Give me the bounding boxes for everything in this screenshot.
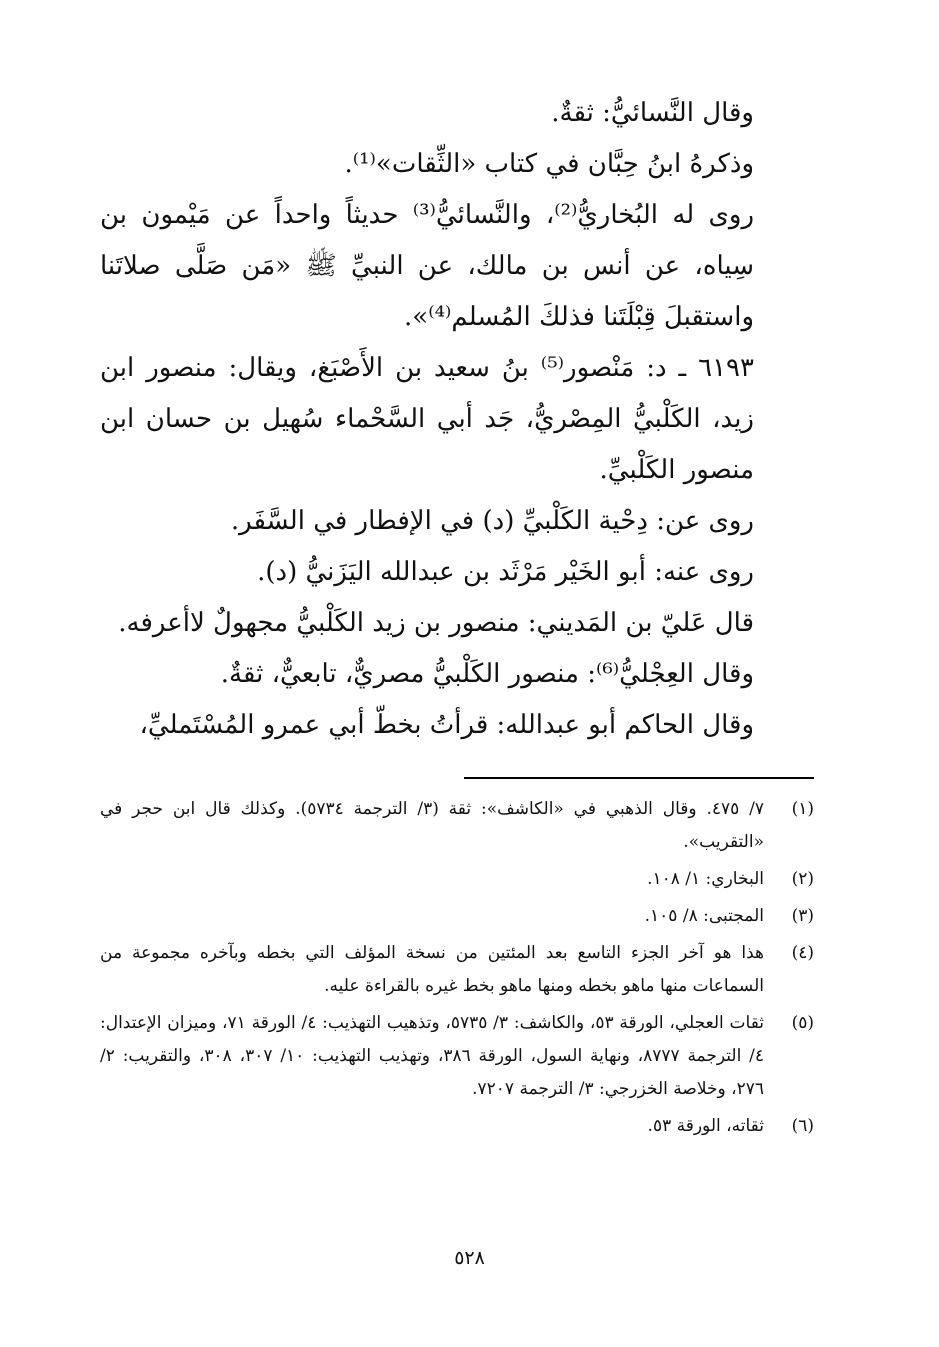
entry-heading-paragraph: ٦١٩٣ ـ د: مَنْصور⁽⁵⁾ بنُ سعيد بن الأَصْبَغ، ويقال: منصور ابن زيد، الكَلْبيُّ المِصْريُّ، جَد أبي السَّحْماء سُهيل بن حسان ابن منصور الكَلْبيِّ. xyxy=(100,353,754,485)
footnote-number: (٣) xyxy=(791,906,814,926)
paragraph: وقال النَّسائيُّ: ثقةٌ. xyxy=(551,98,754,128)
footnote-text: ثقاته، الورقة ٥٣. xyxy=(647,1116,764,1136)
footnote xyxy=(100,863,814,896)
footnote-number: (٢) xyxy=(791,869,814,889)
paragraph: وذكرهُ ابنُ حِبَّان في كتاب «الثِّقات»⁽¹⁾. xyxy=(344,149,754,179)
footnote xyxy=(100,900,814,933)
footnote xyxy=(100,937,814,1003)
footnote-number: (٦) xyxy=(791,1116,814,1136)
paragraph: روى له البُخاريُّ⁽²⁾، والنَّسائيُّ⁽³⁾ حديثاً واحداً عن مَيْمون بن سِياه، عن أنس بن مالك، عن النبيِّ ﷺ «مَن صَلَّى صلاتَنا واستقبلَ قِبْلَتَنا فذلكَ المُسلم⁽⁴⁾». xyxy=(100,200,755,332)
footnote-text: ثقات العجلي، الورقة ٥٣، والكاشف: ٣/ ٥٧٣٥، وتذهيب التهذيب: ٤/ الورقة ٧١، وميزان الإعتدال: ٤/ الترجمة ٨٧٧٧، ونهاية السول، الورقة ٣٨٦، وتهذيب التهذيب: ١٠/ ٣٠٧، ٣٠٨، والتقريب: ٢/ ٢٧٦، وخلاصة الخزرجي: ٣/ الترجمة ٧٢٠٧. xyxy=(100,1013,765,1099)
footnote-text: ٧/ ٤٧٥. وقال الذهبي في «الكاشف»: ثقة (٣/ الترجمة ٥٧٣٤). وكذلك قال ابن حجر في «التقريب». xyxy=(100,799,764,852)
footnote-number: (٥) xyxy=(791,1013,814,1033)
paragraph: وقال الحاكم أبو عبدالله: قرأتُ بخطّ أبي عمرو المُسْتَمليِّ، xyxy=(139,710,754,740)
main-text xyxy=(100,88,814,751)
footnote-text: هذا هو آخر الجزء التاسع بعد المئتين من نسخة المؤلف التي بخطه وبآخره مجموعة من السماعات منها ماهو بخطه ومنها ماهو بخط غيره بالقراءة عليه. xyxy=(100,943,764,996)
footnote-separator xyxy=(464,777,814,779)
footnote xyxy=(100,1110,814,1143)
footnotes xyxy=(100,793,814,1143)
footnote-text: البخاري: ١/ ١٠٨. xyxy=(647,869,764,889)
paragraph: قال عَليّ بن المَديني: منصور بن زيد الكَلْبيُّ مجهولٌ لاأعرفه. xyxy=(118,608,754,638)
footnote xyxy=(100,1007,814,1106)
page-number: ٥٢٨ xyxy=(454,1247,485,1269)
paragraph: روى عن: دِحْية الكَلْبيِّ (د) في الإفطار في السَّفَر. xyxy=(230,506,754,536)
footnote xyxy=(100,793,814,859)
paragraph: وقال العِجْليُّ⁽⁶⁾: منصور الكَلْبيُّ مصريٌّ، تابعيٌّ، ثقةٌ. xyxy=(220,659,754,689)
paragraph: روى عنه: أبو الخَيْر مَرْثَد بن عبدالله اليَزَنيُّ (د). xyxy=(257,557,754,587)
footnote-number: (٤) xyxy=(791,943,814,963)
footnote-text: المجتبى: ٨/ ١٠٥. xyxy=(644,906,764,926)
footnote-number: (١) xyxy=(791,799,814,819)
